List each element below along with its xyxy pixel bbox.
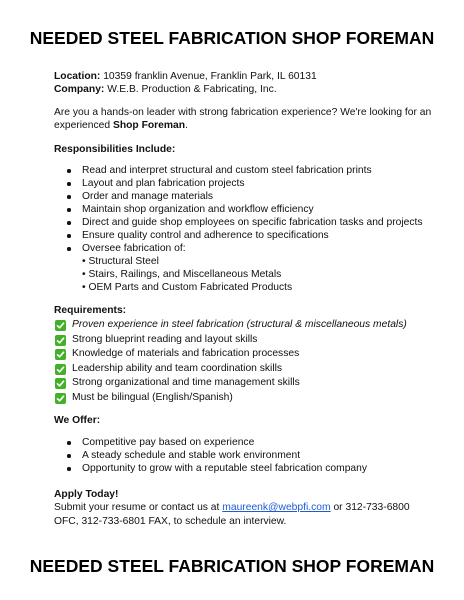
list-item [54, 436, 414, 449]
responsibilities-list [54, 164, 423, 294]
list-item-text: Direct and guide shop employees on specific fabrication tasks and projects [82, 217, 423, 228]
email-link[interactable]: maureenk@webpfi.com [222, 502, 331, 514]
apply-line-1 [54, 501, 414, 514]
list-item-text: Oversee fabrication of: [82, 243, 186, 254]
intro-line-2-suffix: . [185, 120, 188, 132]
intro-line-2 [54, 119, 414, 132]
list-item [54, 242, 414, 294]
requirements-list [54, 318, 434, 405]
checkmark-icon [55, 378, 66, 389]
apply-line-1-prefix: Submit your resume or contact us at [54, 502, 223, 514]
bullet-icon [67, 208, 71, 212]
list-item [54, 216, 423, 229]
list-item [54, 333, 434, 348]
responsibilities-heading-text: Responsibilities Include: [54, 144, 176, 155]
footer-title: NEEDED STEEL FABRICATION SHOP FOREMAN [29, 556, 435, 576]
page-title: NEEDED STEEL FABRICATION SHOP FOREMAN [29, 28, 435, 48]
intro-role: Shop Foreman [112, 120, 186, 132]
checkmark-icon [55, 364, 66, 375]
bullet-icon [67, 169, 71, 173]
job-details [54, 70, 414, 97]
intro-line-1: Are you a hands-on leader with strong fabrication experience? We're looking for an [54, 107, 432, 118]
list-item-text: Proven experience in steel fabrication (structural & miscellaneous metals) [72, 319, 407, 330]
list-item-text: Leadership ability and team coordination skills [72, 362, 283, 374]
location-line [54, 70, 414, 83]
company-label: Company: [54, 84, 105, 96]
bullet-icon [67, 195, 71, 199]
list-item-text: Maintain shop organization and workflow efficiency [82, 204, 314, 215]
location-value: 10359 franklin Avenue, Franklin Park, IL 60131 [100, 71, 317, 82]
sub-list-item: • OEM Parts and Custom Fabricated Products [82, 282, 293, 293]
bullet-icon [67, 441, 71, 445]
offer-heading-text: We Offer: [54, 415, 101, 426]
offer-heading [54, 414, 414, 427]
apply-section [54, 488, 414, 528]
list-item [54, 391, 434, 406]
checkmark-icon [55, 349, 66, 360]
location-label: Location: [54, 71, 101, 82]
bullet-icon [67, 182, 71, 186]
list-item [54, 347, 434, 362]
sub-list-item: • Structural Steel [82, 256, 159, 267]
list-item [54, 449, 414, 462]
list-item [54, 362, 434, 377]
checkmark-icon [55, 320, 66, 331]
checkmark-icon [55, 393, 66, 404]
list-item-text: Ensure quality control and adherence to specifications [82, 230, 329, 241]
bullet-icon [67, 454, 71, 458]
requirements-heading-text: Requirements: [54, 305, 127, 316]
apply-heading-text: Apply Today! [54, 489, 119, 500]
list-item-text: Layout and plan fabrication projects [82, 178, 245, 189]
list-item [54, 462, 414, 475]
offer-list [54, 436, 414, 475]
sub-list-item: • Stairs, Railings, and Miscellaneous Metals [82, 269, 282, 280]
list-item-text: Strong blueprint reading and layout skills [72, 333, 258, 345]
apply-line-2: OFC, 312-733-6801 FAX, to schedule an interview. [54, 515, 287, 527]
list-item-text: Opportunity to grow with a reputable steel fabrication company [82, 463, 368, 474]
responsibilities-heading [54, 143, 414, 156]
list-item [54, 229, 414, 242]
intro-paragraph [54, 106, 432, 133]
list-item [54, 164, 414, 177]
list-item-text: A steady schedule and stable work environment [82, 450, 301, 461]
company-line [54, 83, 414, 96]
company-value: W.E.B. Production & Fabricating, Inc. [104, 84, 277, 96]
list-item-text: Competitive pay based on experience [82, 437, 255, 448]
list-item [54, 318, 434, 333]
list-item [54, 203, 414, 216]
intro-line-2-prefix: experienced [54, 120, 113, 132]
bullet-icon [67, 247, 71, 251]
list-item-text: Strong organizational and time management skills [72, 377, 300, 388]
bullet-icon [67, 221, 71, 225]
checkmark-icon [55, 335, 66, 346]
apply-heading [54, 488, 414, 501]
bullet-icon [67, 467, 71, 471]
list-item-text: Knowledge of materials and fabrication processes [72, 348, 300, 359]
list-item-text: Order and manage materials [82, 191, 214, 202]
list-item-text: Must be bilingual (English/Spanish) [72, 391, 233, 403]
list-item [54, 190, 414, 203]
list-item-text: Read and interpret structural and custom steel fabrication prints [82, 165, 372, 176]
bullet-icon [67, 234, 71, 238]
requirements-heading [54, 304, 414, 317]
list-item [54, 177, 414, 190]
apply-line-1-suffix: or 312-733-6800 [330, 502, 410, 514]
list-item [54, 376, 434, 391]
